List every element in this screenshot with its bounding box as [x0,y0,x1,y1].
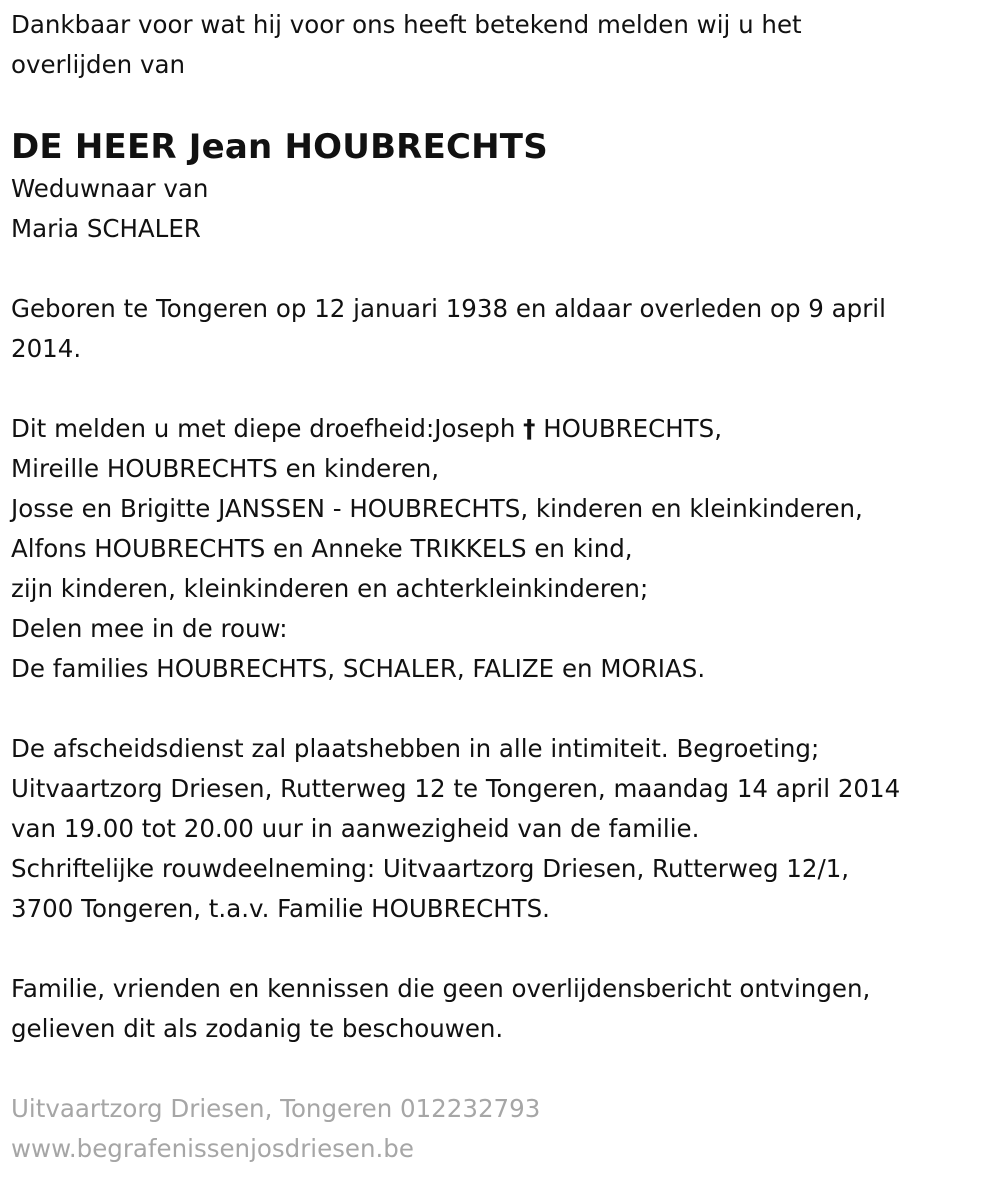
obituary-notice [11,5,986,1169]
family-line-1 [11,409,986,449]
family-line-2: Mireille HOUBRECHTS en kinderen, [11,454,440,483]
spouse-block [11,169,986,249]
family-line-1-pre: Dit melden u met diepe droefheid:Joseph [11,414,524,443]
intro-line-1: Dankbaar voor wat hij voor ons heeft betekend melden wij u het [11,10,802,39]
service-block [11,729,986,929]
service-line-2: Uitvaartzorg Driesen, Rutterweg 12 te Tongeren, maandag 14 april 2014 [11,774,901,803]
spacer [11,689,986,729]
deceased-name: DE HEER Jean HOUBRECHTS [11,127,548,167]
service-line-4: Schriftelijke rouwdeelneming: Uitvaartzorg Driesen, Rutterweg 12/1, [11,854,850,883]
family-line-5: zijn kinderen, kleinkinderen en achterkleinkinderen; [11,574,649,603]
notice-line-1: Familie, vrienden en kennissen die geen overlijdensbericht ontvingen, [11,974,871,1003]
footer-contact: Uitvaartzorg Driesen, Tongeren 012232793 [11,1094,541,1123]
family-line-4: Alfons HOUBRECHTS en Anneke TRIKKELS en kind, [11,534,633,563]
service-line-1: De afscheidsdienst zal plaatshebben in alle intimiteit. Begroeting; [11,734,820,763]
spacer [11,369,986,409]
birth-death-block [11,289,986,369]
notice-block [11,969,986,1049]
intro-line-2: overlijden van [11,50,186,79]
birth-death-line-2: 2014. [11,334,82,363]
family-line-6: Delen mee in de rouw: [11,614,288,643]
spouse-line-1: Weduwnaar van [11,174,209,203]
spacer [11,929,986,969]
spouse-line-2: Maria SCHALER [11,214,201,243]
family-line-7: De families HOUBRECHTS, SCHALER, FALIZE en MORIAS. [11,654,706,683]
cross-icon: † [523,414,536,443]
spacer [11,249,986,289]
family-block [11,409,986,689]
footer-website-link[interactable]: www.begrafenissenjosdriesen.be [11,1134,414,1163]
intro-block [11,5,986,85]
service-line-3: van 19.00 tot 20.00 uur in aanwezigheid van de familie. [11,814,700,843]
service-line-5: 3700 Tongeren, t.a.v. Familie HOUBRECHTS. [11,894,550,923]
footer-block [11,1089,986,1169]
family-line-3: Josse en Brigitte JANSSEN - HOUBRECHTS, kinderen en kleinkinderen, [11,494,863,523]
birth-death-line-1: Geboren te Tongeren op 12 januari 1938 en aldaar overleden op 9 april [11,294,886,323]
spacer [11,1049,986,1089]
family-line-1-post: HOUBRECHTS, [535,414,722,443]
notice-line-2: gelieven dit als zodanig te beschouwen. [11,1014,504,1043]
